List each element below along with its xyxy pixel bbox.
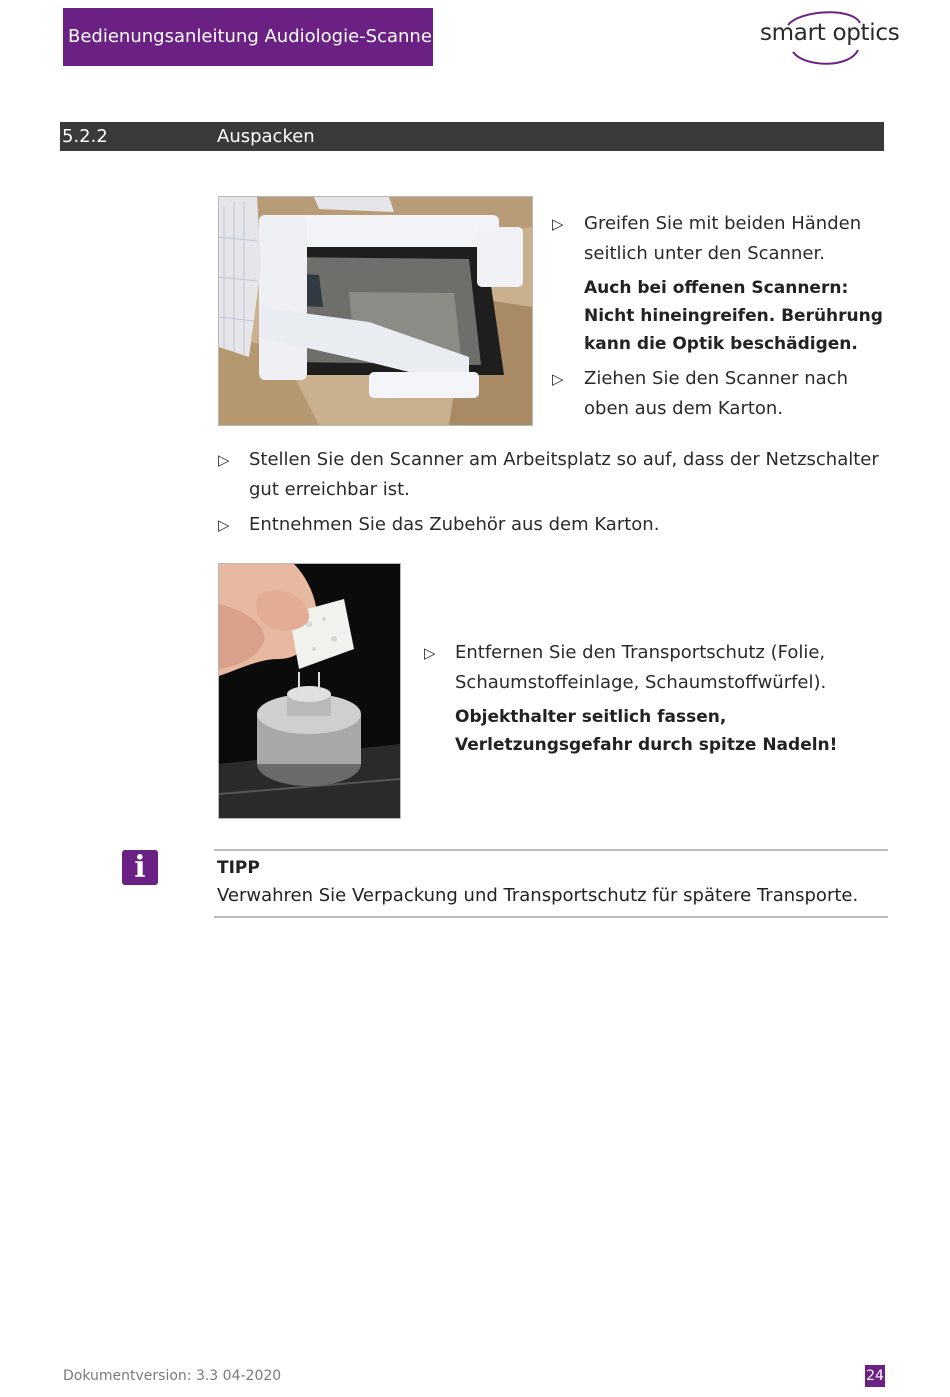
document-version: Dokumentversion: 3.3 04-2020 bbox=[63, 1368, 282, 1384]
tip-label: TIPP bbox=[217, 858, 260, 878]
document-title: Bedienungsanleitung Audiologie-Scanner bbox=[63, 8, 433, 66]
info-icon: i bbox=[122, 850, 158, 885]
object-holder-photo bbox=[218, 563, 401, 819]
step-text: Greifen Sie mit beiden Händen seitlich unter den Scanner. bbox=[584, 213, 862, 264]
bullet-triangle-icon: ▷ bbox=[552, 370, 564, 388]
bullet-triangle-icon: ▷ bbox=[552, 215, 564, 233]
step-text: Entfernen Sie den Transportschutz (Folie, Schaumstoffeinlage, Schaumstoffwürfel). bbox=[455, 642, 827, 693]
list-item bbox=[424, 638, 884, 698]
scanner-in-box-photo bbox=[218, 196, 533, 426]
bullet-triangle-icon: ▷ bbox=[424, 644, 436, 662]
section-heading bbox=[60, 122, 884, 151]
bullet-triangle-icon: ▷ bbox=[218, 451, 230, 469]
brand-logo bbox=[760, 8, 900, 68]
warning-text: Auch bei offenen Scannern: Nicht hineingreifen. Berührung kann die Optik beschädigen. bbox=[584, 278, 883, 354]
list-item bbox=[218, 445, 883, 505]
tip-text: Verwahren Sie Verpackung und Transportschutz für spätere Transporte. bbox=[217, 885, 859, 906]
tip-divider-bottom bbox=[214, 916, 888, 918]
section-title: Auspacken bbox=[217, 126, 315, 147]
logo-text: smart optics bbox=[760, 20, 900, 46]
step-text: Stellen Sie den Scanner am Arbeitsplatz so auf, dass der Netzschalter gut erreichbar ist. bbox=[249, 449, 879, 500]
list-item bbox=[552, 364, 882, 424]
list-item bbox=[218, 510, 883, 540]
page-number: 24 bbox=[865, 1365, 885, 1387]
step-text: Entnehmen Sie das Zubehör aus dem Karton. bbox=[249, 514, 660, 535]
section-number: 5.2.2 bbox=[62, 126, 108, 147]
tip-divider-top bbox=[214, 849, 888, 851]
list-item bbox=[552, 209, 882, 269]
warning-text: Objekthalter seitlich fassen, Verletzungsgefahr durch spitze Nadeln! bbox=[455, 707, 838, 755]
step-text: Ziehen Sie den Scanner nach oben aus dem Karton. bbox=[584, 368, 848, 419]
bullet-triangle-icon: ▷ bbox=[218, 516, 230, 534]
